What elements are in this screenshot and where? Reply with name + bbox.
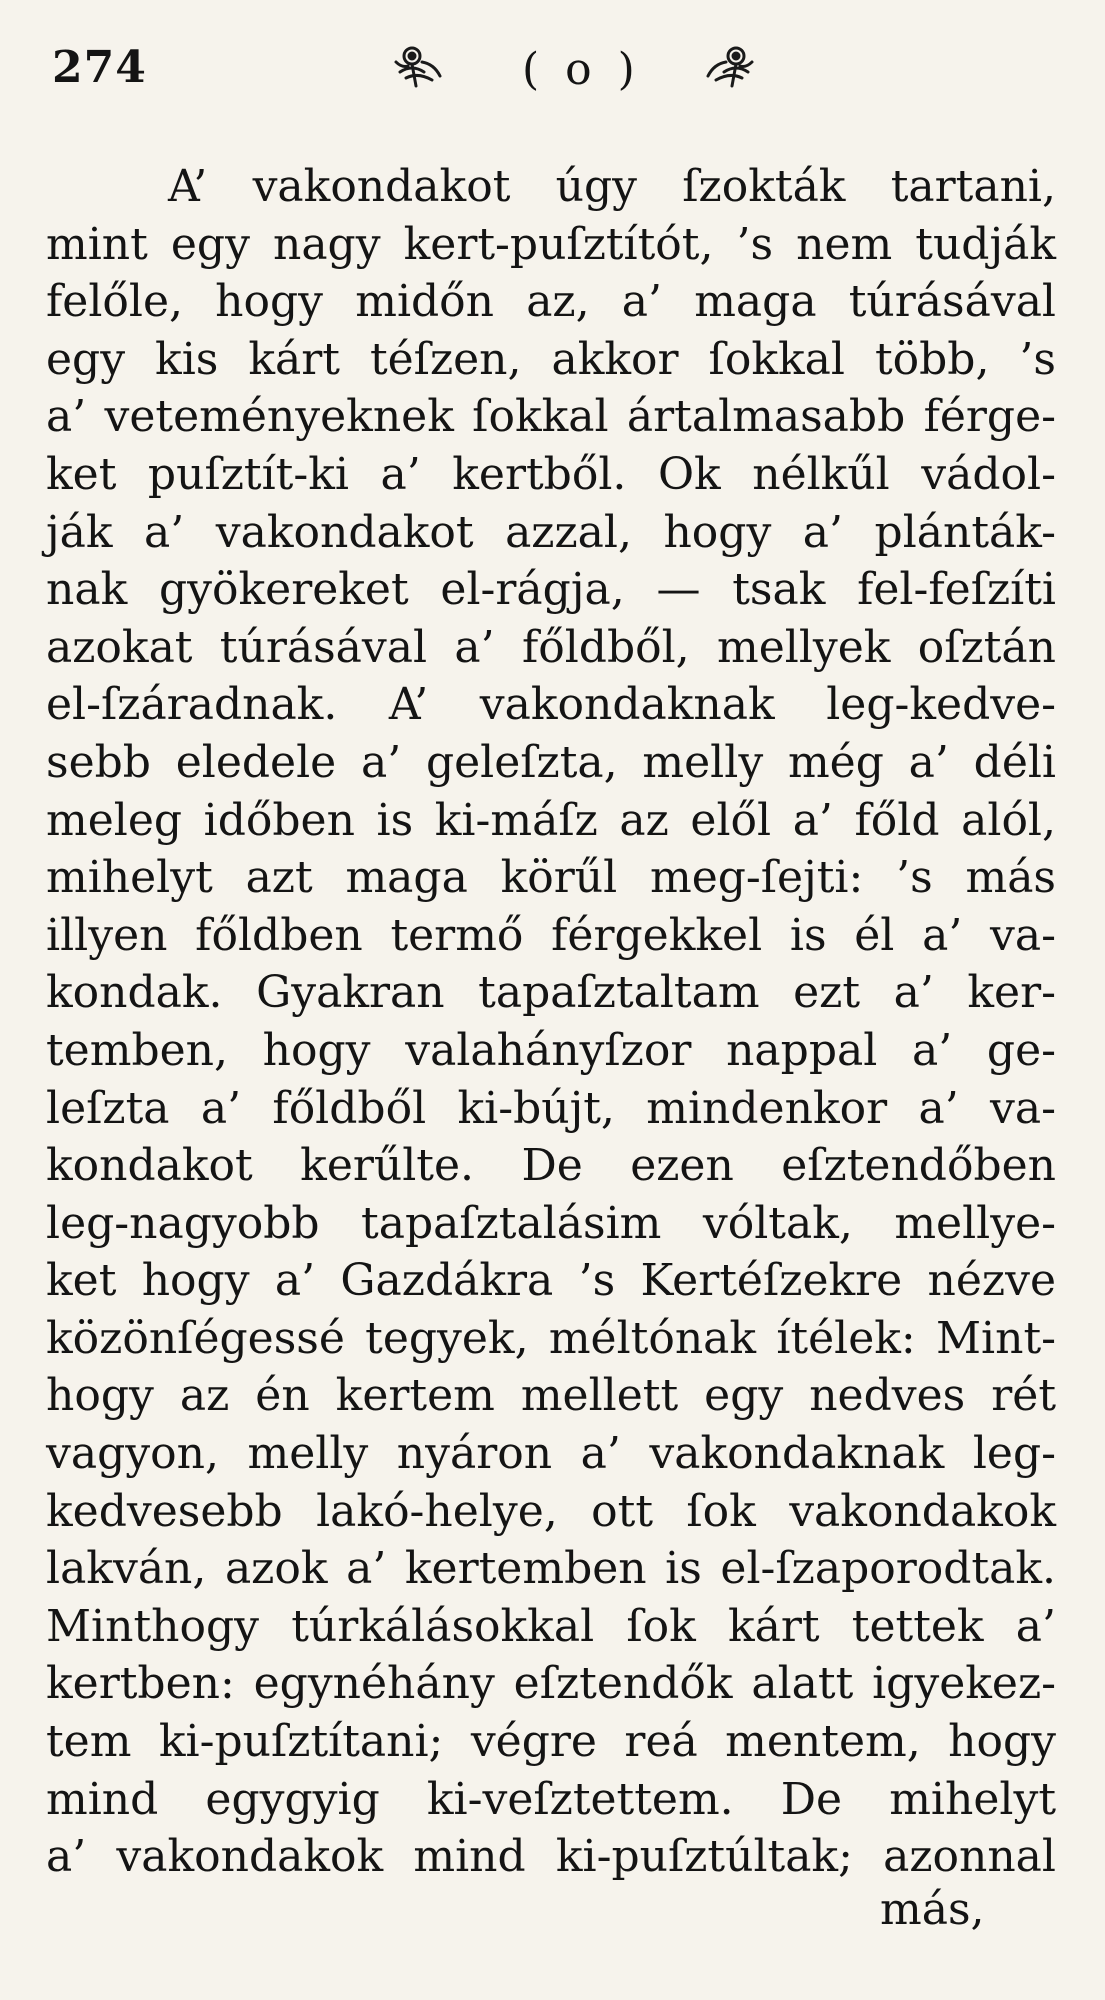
text-line: Minthogy túrkálásokkal ſok kárt tettek a’ <box>46 1600 1056 1652</box>
text-line: nak gyökereket el-rágja, — tsak fel-feſzíti <box>46 564 1056 616</box>
text-line: leg-nagyobb tapaſztalásim vóltak, mellye- <box>46 1197 1056 1249</box>
text-line: mihelyt azt maga körűl meg-ſejti: ’s más <box>46 852 1056 904</box>
catchword: más, <box>880 1884 985 1935</box>
text-line: ket puſztít-ki a’ kertből. Ok nélkűl vádol- <box>46 448 1056 500</box>
text-line: el-ſzáradnak. A’ vakondaknak leg-kedve- <box>46 679 1056 731</box>
running-head: ( o ) <box>522 44 641 95</box>
text-line: tem ki-puſztítani; végre reá mentem, hogy <box>46 1716 1056 1768</box>
page-number: 274 <box>52 42 147 93</box>
text-line: ják a’ vakondakot azzal, hogy a’ plánták- <box>46 506 1056 558</box>
text-line: kondak. Gyakran tapaſztaltam ezt a’ ker- <box>46 967 1056 1019</box>
text-line: közönſégessé tegyek, méltónak ítélek: Mint- <box>46 1312 1056 1364</box>
text-line: sebb eledele a’ geleſzta, melly még a’ déli <box>46 736 1056 788</box>
text-line: illyen főldben termő férgekkel is él a’ va- <box>46 909 1056 961</box>
text-line: a’ veteményeknek ſokkal ártalmasabb férge- <box>46 391 1056 443</box>
text-line: lakván, azok a’ kertemben is el-ſzaporodtak. <box>46 1543 1056 1595</box>
text-line: ket hogy a’ Gazdákra ’s Kertéſzekre nézve <box>46 1255 1056 1307</box>
text-line: kondakot kerűlte. De ezen eſztendőben <box>46 1140 1056 1192</box>
text-line: meleg időben is ki-máſz az elől a’ főld alól, <box>46 794 1056 846</box>
text-line: kertben: egynéhány eſztendők alatt igyekez- <box>46 1658 1056 1710</box>
text-line: mind egygyig ki-veſztettem. De mihelyt <box>46 1773 1056 1825</box>
text-line: vagyon, melly nyáron a’ vakondaknak leg- <box>46 1428 1056 1480</box>
floral-ornament-icon <box>392 42 448 92</box>
text-line: a’ vakondakok mind ki-puſztúltak; azonnal <box>46 1831 1056 1883</box>
text-line: egy kis kárt téſzen, akkor ſokkal több, ’s <box>46 333 1056 385</box>
text-line: azokat túrásával a’ főldből, mellyek oſztán <box>46 621 1056 673</box>
floral-ornament-icon <box>700 42 756 92</box>
body-text <box>46 158 1056 1886</box>
text-line: leſzta a’ főldből ki-búјt, mindenkor a’ va- <box>46 1082 1056 1134</box>
text-line: temben, hogy valahányſzor nappal a’ ge- <box>46 1024 1056 1076</box>
page-header <box>52 42 1052 112</box>
text-line: hogy az én kertem mellett egy nedves rét <box>46 1370 1056 1422</box>
text-line: felőle, hogy midőn az, a’ maga túrásával <box>46 276 1056 328</box>
text-line: A’ vakondakot úgy ſzokták tartani, <box>168 161 1056 212</box>
text-line: kedvesebb lakó-helye, ott ſok vakondakok <box>46 1485 1056 1537</box>
text-line: mint egy nagy kert-puſztítót, ’s nem tudják <box>46 218 1056 270</box>
